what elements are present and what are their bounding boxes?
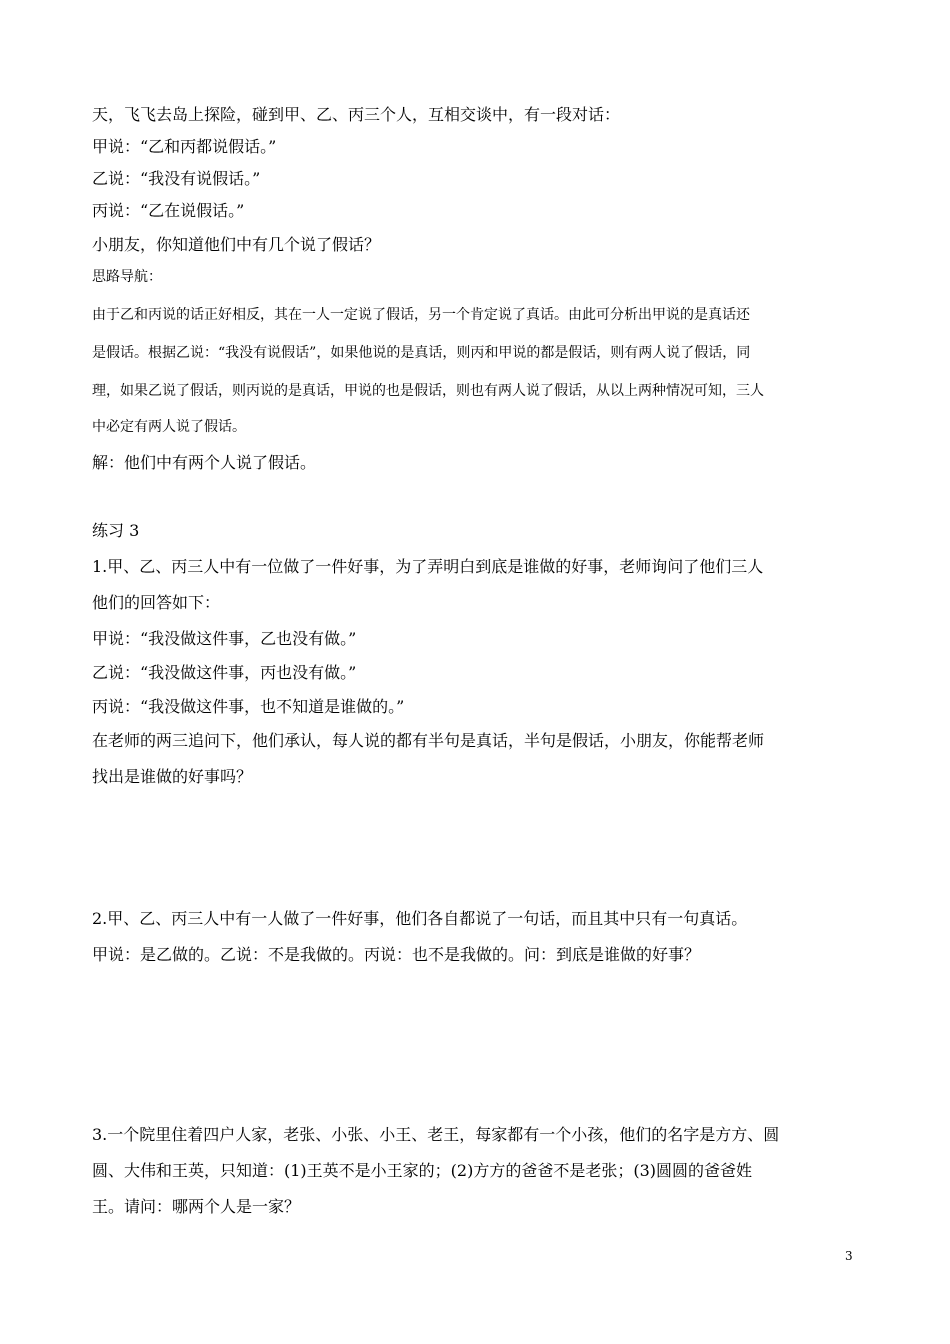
q1-line-7: 找出是谁做的好事吗？ [92, 767, 253, 786]
guide-line-1: 由于乙和丙说的话正好相反，其在一人一定说了假话，另一个肯定说了真话。由此可分析出甲说的是真话还 [92, 307, 750, 323]
q3-line-2: 圆、大伟和王英，只知道：(1)王英不是小王家的；(2)方方的爸爸不是老张；(3)圆圆的爸爸姓 [92, 1161, 752, 1180]
q1-line-4: 乙说：“我没做这件事，丙也没有做。” [92, 663, 357, 682]
story-line-4: 丙说：“乙在说假话。” [92, 201, 245, 220]
q3-line-3: 王。请问：哪两个人是一家？ [92, 1197, 301, 1216]
q1-line-5: 丙说：“我没做这件事，也不知道是谁做的。” [92, 697, 405, 716]
q1-line-3: 甲说：“我没做这件事，乙也没有做。” [92, 629, 357, 648]
guide-heading: 思路导航： [92, 269, 162, 285]
q2-line-2: 甲说：是乙做的。乙说：不是我做的。丙说：也不是我做的。问：到底是谁做的好事？ [92, 945, 701, 964]
story-question: 小朋友，你知道他们中有几个说了假话？ [92, 235, 381, 254]
story-line-3: 乙说：“我没有说假话。” [92, 169, 261, 188]
story-line-2: 甲说：“乙和丙都说假话。” [92, 137, 277, 156]
page-number: 3 [845, 1249, 853, 1263]
solution: 解：他们中有两个人说了假话。 [92, 453, 317, 472]
guide-line-3: 理，如果乙说了假话，则丙说的是真话，甲说的也是假话，则也有两人说了假话，从以上两种情况可知，三人 [92, 383, 764, 399]
practice-title: 练习 3 [92, 521, 140, 540]
guide-line-2: 是假话。根据乙说：“我没有说假话”，如果他说的是真话，则丙和甲说的都是假话，则有两人说了假话，同 [92, 345, 751, 361]
q3-line-1: 3.一个院里住着四户人家，老张、小张、小王、老王，每家都有一个小孩，他们的名字是方方、圆 [92, 1125, 780, 1144]
q1-line-1: 1.甲、乙、丙三人中有一位做了一件好事，为了弄明白到底是谁做的好事，老师询问了他们三人 [92, 557, 764, 576]
story-line-1: 天，飞飞去岛上探险，碰到甲、乙、丙三个人，互相交谈中，有一段对话： [92, 105, 621, 124]
q1-line-2: 他们的回答如下： [92, 593, 221, 612]
q1-line-6: 在老师的两三追问下，他们承认，每人说的都有半句是真话，半句是假话，小朋友，你能帮老师 [92, 731, 765, 750]
guide-line-4: 中必定有两人说了假话。 [92, 419, 246, 435]
q2-line-1: 2.甲、乙、丙三人中有一人做了一件好事，他们各自都说了一句话，而且其中只有一句真话。 [92, 909, 748, 928]
